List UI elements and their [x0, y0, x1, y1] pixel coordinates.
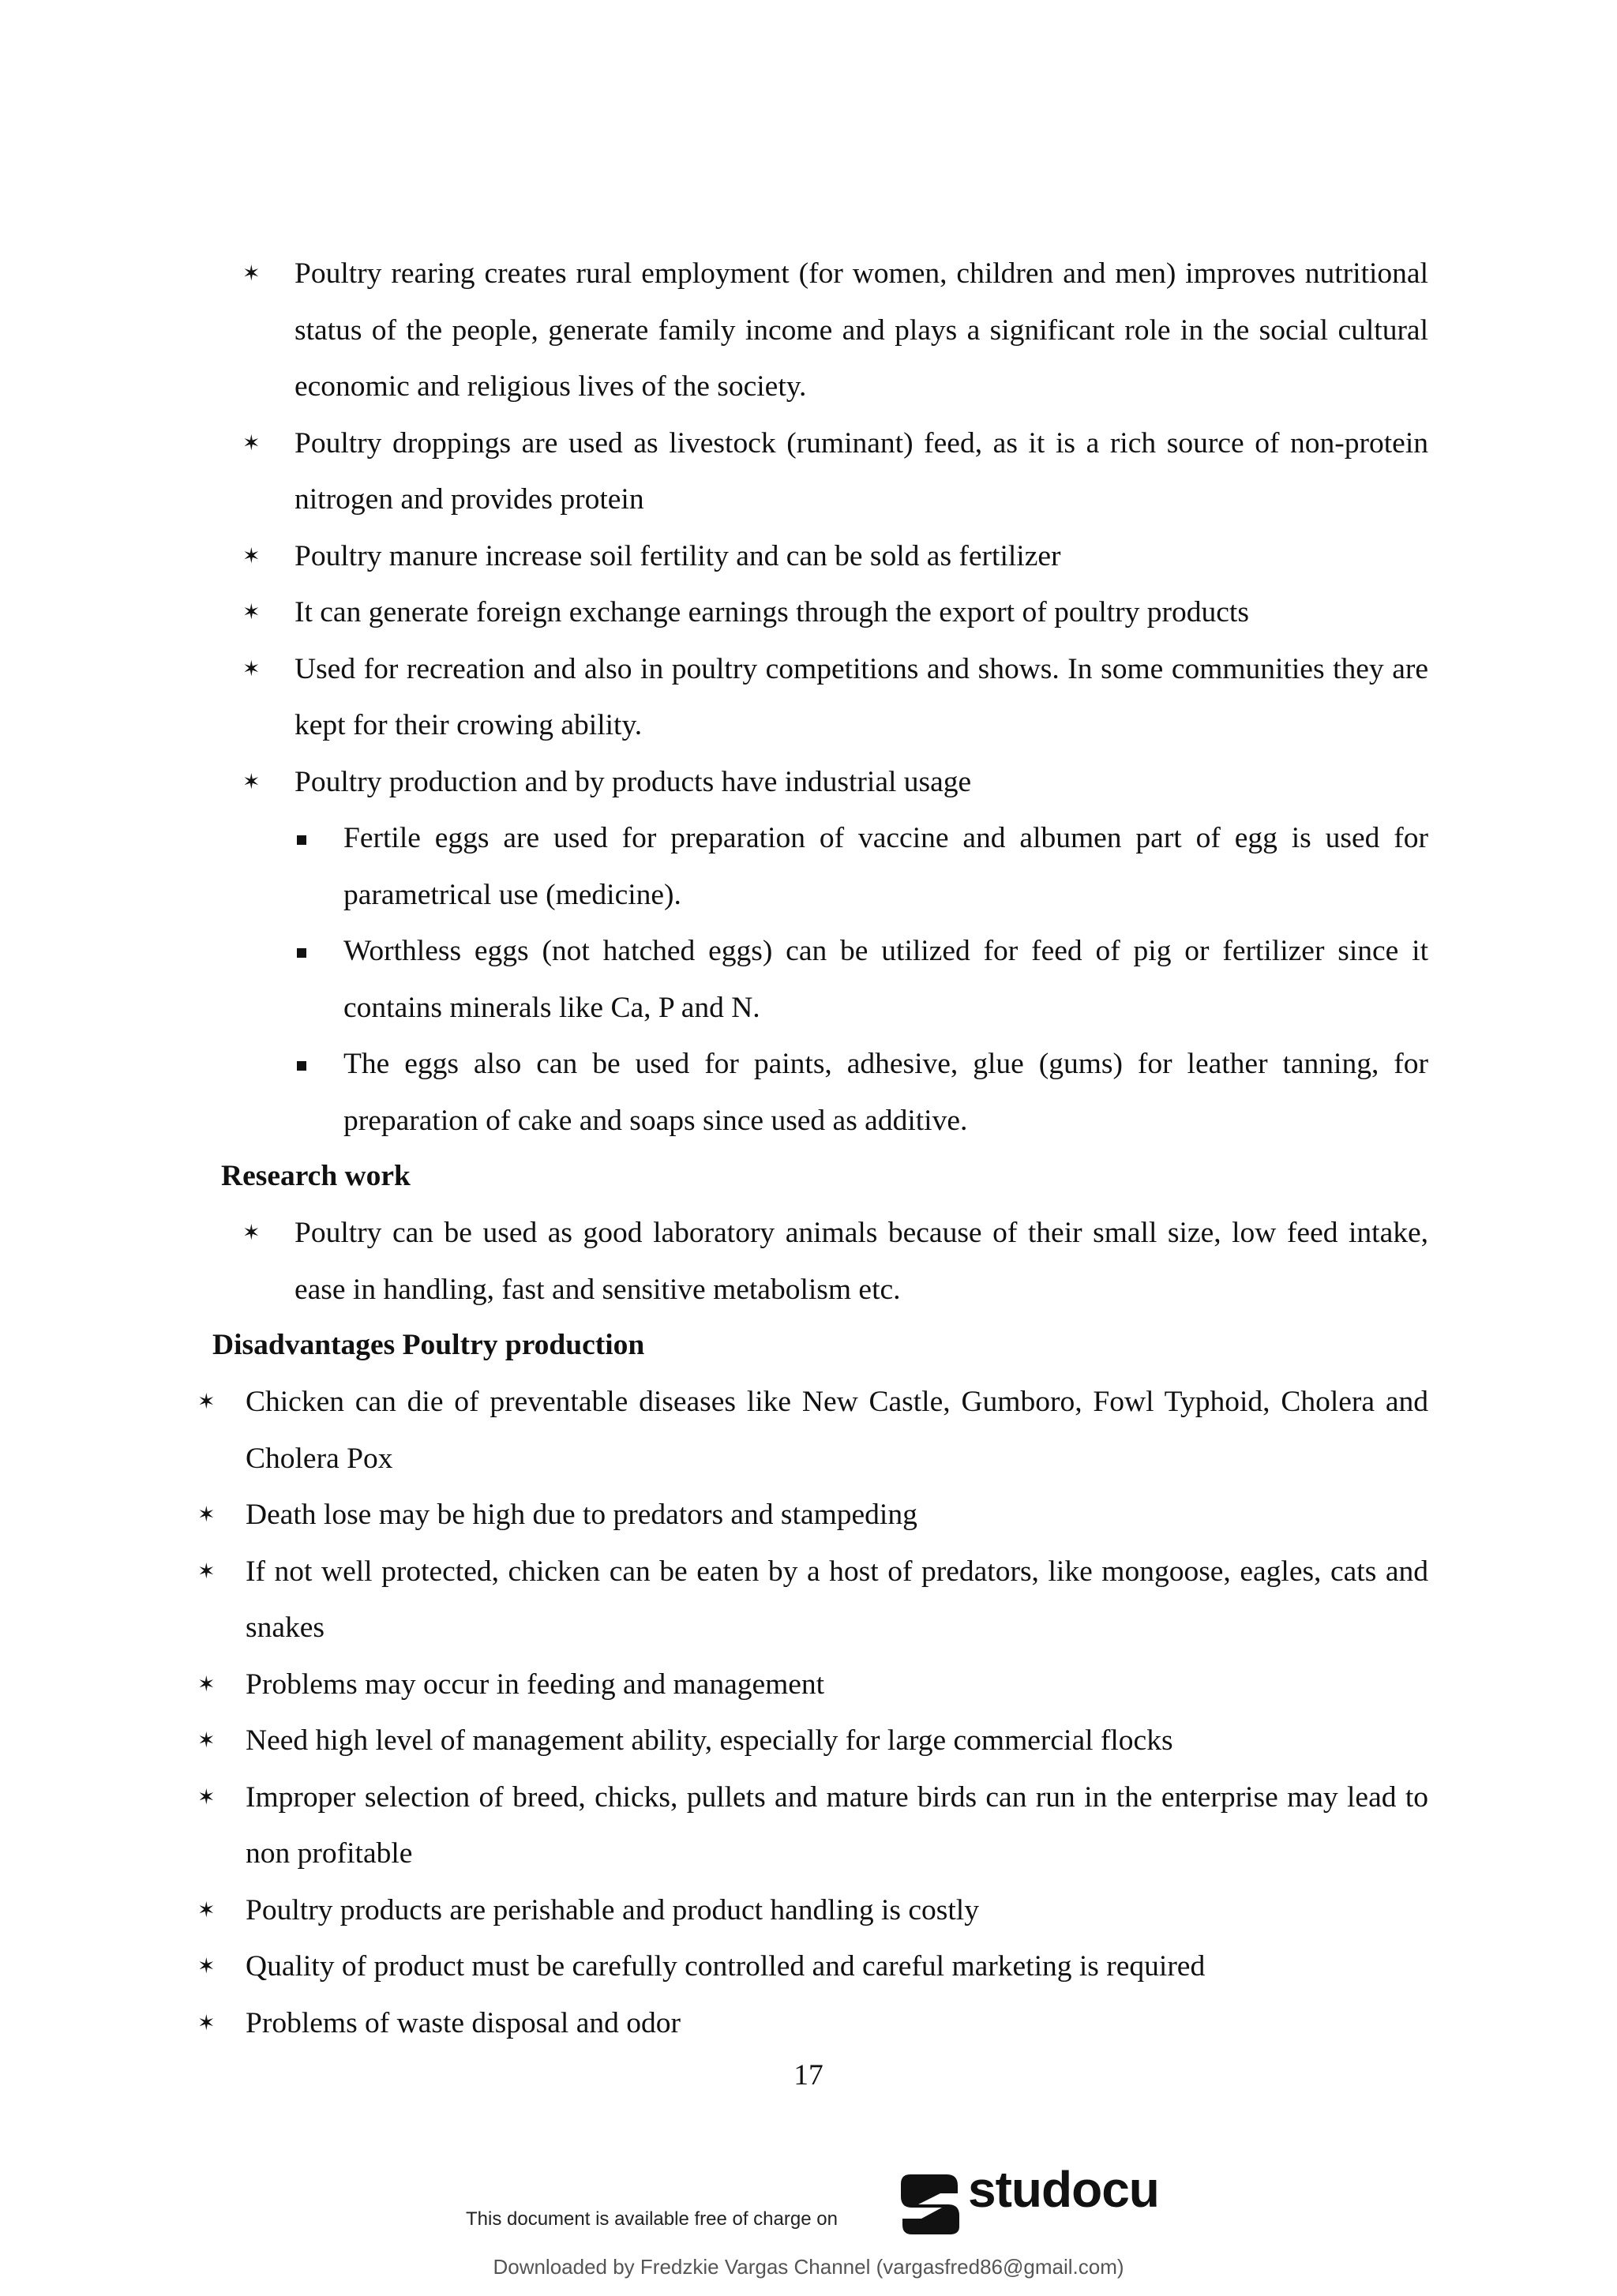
list-item: ✶ Poultry products are perishable and product handling is costly — [246, 1882, 1428, 1939]
sublist-item: Fertile eggs are used for preparation of vaccine and albumen part of egg is used for parametrical use (medicine). — [343, 810, 1428, 923]
disadvantages-list — [246, 1374, 1428, 2051]
list-item: ✶ Problems of waste disposal and odor — [246, 1995, 1428, 2052]
sublist-item: Worthless eggs (not hatched eggs) can be utilized for feed of pig or fertilizer since it contains minerals like Ca, P and N. — [343, 923, 1428, 1036]
list-item: ✶ Used for recreation and also in poultry competitions and shows. In some communities they are kept for their crowing ability. — [295, 641, 1428, 754]
list-item: ✶ Poultry can be used as good laboratory animals because of their small size, low feed intake, ease in handling, fast and sensitive metabolism etc. — [295, 1205, 1428, 1318]
studocu-brand: studocu — [968, 2161, 1159, 2218]
advantages-list — [295, 246, 1428, 1149]
studocu-logo-icon — [895, 2170, 966, 2238]
research-list — [295, 1205, 1428, 1318]
list-item: ✶ Improper selection of breed, chicks, pullets and mature birds can run in the enterprise may lead to non profitable — [246, 1769, 1428, 1882]
list-item: ✶ Poultry manure increase soil fertility and can be sold as fertilizer — [295, 528, 1428, 585]
footer-downloaded-by: Downloaded by Fredzkie Vargas Channel (vargasfred86@gmail.com) — [493, 2255, 1124, 2279]
list-item: ✶ Poultry droppings are used as livestock (ruminant) feed, as it is a rich source of non-protein nitrogen and provides protein — [295, 415, 1428, 528]
sublist-item: The eggs also can be used for paints, adhesive, glue (gums) for leather tanning, for preparation of cake and soaps since used as additive. — [343, 1036, 1428, 1149]
list-item: ✶ Problems may occur in feeding and management — [246, 1656, 1428, 1713]
disadvantages-heading: Disadvantages Poultry production — [212, 1329, 645, 1361]
list-item: ✶ Quality of product must be carefully controlled and careful marketing is required — [246, 1938, 1428, 1995]
research-heading: Research work — [221, 1160, 411, 1192]
list-item: ✶ Death lose may be high due to predators and stampeding — [246, 1487, 1428, 1544]
list-item: ✶ It can generate foreign exchange earnings through the export of poultry products — [295, 584, 1428, 641]
page-number: 17 — [793, 2059, 824, 2092]
industrial-sublist — [295, 810, 1428, 1149]
footer-available-text: This document is available free of charge on — [466, 2208, 838, 2230]
list-item: ✶ Need high level of management ability, especially for large commercial flocks — [246, 1713, 1428, 1769]
list-item: ✶ Poultry rearing creates rural employment (for women, children and men) improves nutritional status of the people, generate family income and plays a significant role in the social cultural economic and religious lives of the society. — [295, 246, 1428, 415]
list-item-industrial — [295, 754, 1428, 1150]
list-item: ✶ Chicken can die of preventable diseases like New Castle, Gumboro, Fowl Typhoid, Cholera and Cholera Pox — [246, 1374, 1428, 1487]
list-item: ✶ If not well protected, chicken can be eaten by a host of predators, like mongoose, eagles, cats and snakes — [246, 1544, 1428, 1656]
list-item-label: Poultry production and by products have industrial usage — [295, 765, 972, 798]
